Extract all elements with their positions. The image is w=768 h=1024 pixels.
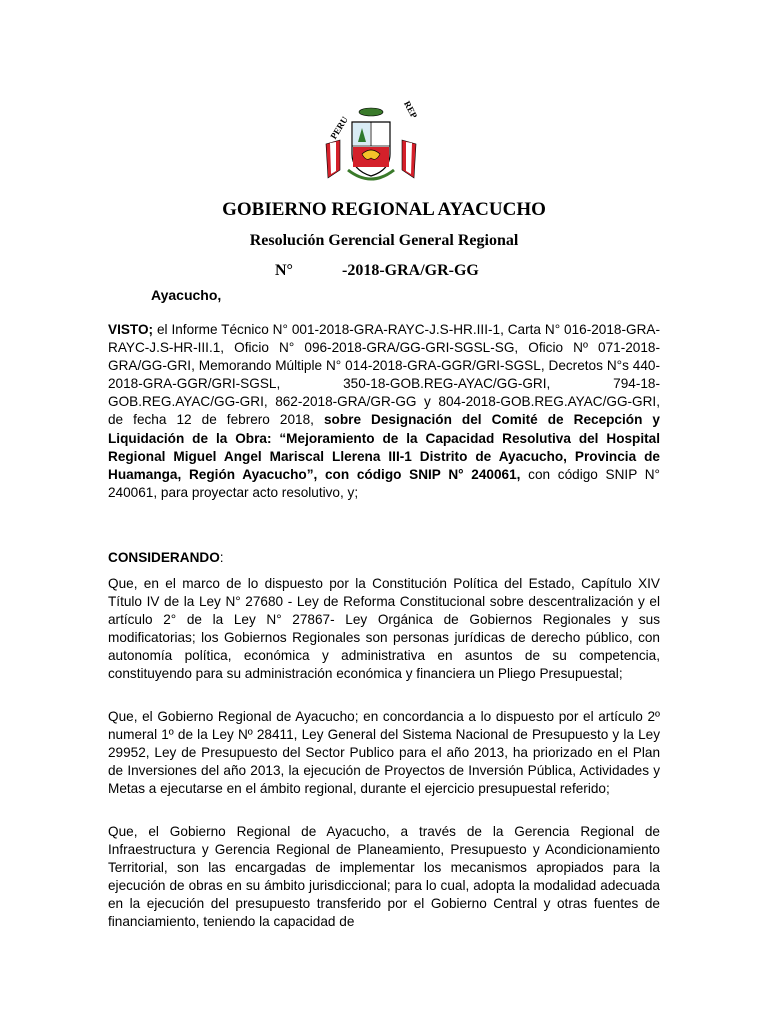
resolution-subtitle: Resolución Gerencial General Regional xyxy=(249,232,519,249)
visto-text-2: con código SNIP N° 240061, para proyectar acto resolutivo, y; xyxy=(108,466,660,500)
visto-paragraph xyxy=(108,321,660,502)
considerando-paragraph-2: Que, el Gobierno Regional de Ayacucho; en concordancia a lo dispuesto por el artículo 2º numeral 1º de la Ley Nº 28411, Ley General del Sistema Nacional de Presupuesto y la Ley 29952, Ley de Presupuesto del Sector Publico para el año 2013, ha priorizado en el Plan de Inversiones del año 2013, la ejecución de Proyectos de Inversión Pública, Actividades y Metas a ejecutarse en el ámbito regional, durante el ejercicio presupuestal referido; xyxy=(108,709,660,797)
visto-text-1: el Informe Técnico N° 001-2018-GRA-RAYC-J.S-HR.III-1, Carta N° 016-2018-GRA-RAYC-J.S-HR-III.1, Oficio N° 096-2018-GRA/GG-GRI-SGSL-SG, Oficio Nº 071-2018-GRA/GG-GRI, Memorando Múltiple N° 014-2018-GRA-GGR/GRI-SGSL, Decretos N°s 440-2018-GRA-GGR/GRI-SGSL, 350-18-GOB.REG-AYAC/GG-GRI, 794-18-GOB.REG.AYAC/GG-GRI, 862-2018-GRA/GR-GG y 804-2018-GOB.REG.AYAC/GG-GRI, de fecha 12 de febrero 2018, xyxy=(108,322,660,428)
considerando-paragraph-1: Que, en el marco de lo dispuesto por la Constitución Política del Estado, Capítulo XIV Título IV de la Ley N° 27680 - Ley de Reforma Constitucional sobre descentralización y el artículo 2° de la Ley N° 27867- Ley Orgánica de Gobiernos Regionales y sus modificatorias; los Gobiernos Regionales son personas jurídicas de derecho público, con autonomía política, económica y administrativa en asuntos de su competencia, constituyendo para su administración económica y financiera un Pliego Presupuestal; xyxy=(108,576,660,682)
visto-bold-text: sobre Designación del Comité de Recepción y Liquidación de la Obra: “Mejoramiento de la Capacidad Resolutiva del Hospital Regional Miguel Angel Mariscal Llerena III-1 Distrito de Ayacucho, Provincia de Huamanga, Región Ayacucho”, con código SNIP N° 240061, xyxy=(108,412,660,482)
resolution-number-code: -2018-GRA/GR-GG xyxy=(342,262,479,279)
considerando-label: CONSIDERANDO xyxy=(108,550,220,565)
resolution-number-label: N° xyxy=(275,262,293,279)
visto-label: VISTO; xyxy=(108,322,154,337)
peru-coat-of-arms-icon xyxy=(318,96,424,190)
seal-left-text: PERU xyxy=(328,114,350,141)
seal-right-text: REP xyxy=(402,99,420,120)
considerando-colon: : xyxy=(219,550,224,565)
considerando-paragraph-3: Que, el Gobierno Regional de Ayacucho, a través de la Gerencia Regional de Infraestructura y Gerencia Regional de Planeamiento, Presupuesto y Acondicionamiento Territorial, son las encargadas de implementar los mecanismos apropiados para la ejecución de obras en su ámbito jurisdiccional; para lo cual, adopta la modalidad adecuada en la ejecución del presupuesto transferido por el Gobierno Central y otras fuentes de financiamiento, teniendo la capacidad de xyxy=(108,824,660,930)
city-date-line: Ayacucho, xyxy=(151,287,222,303)
considerando-heading xyxy=(108,549,660,567)
page-title: GOBIERNO REGIONAL AYACUCHO xyxy=(222,199,546,220)
